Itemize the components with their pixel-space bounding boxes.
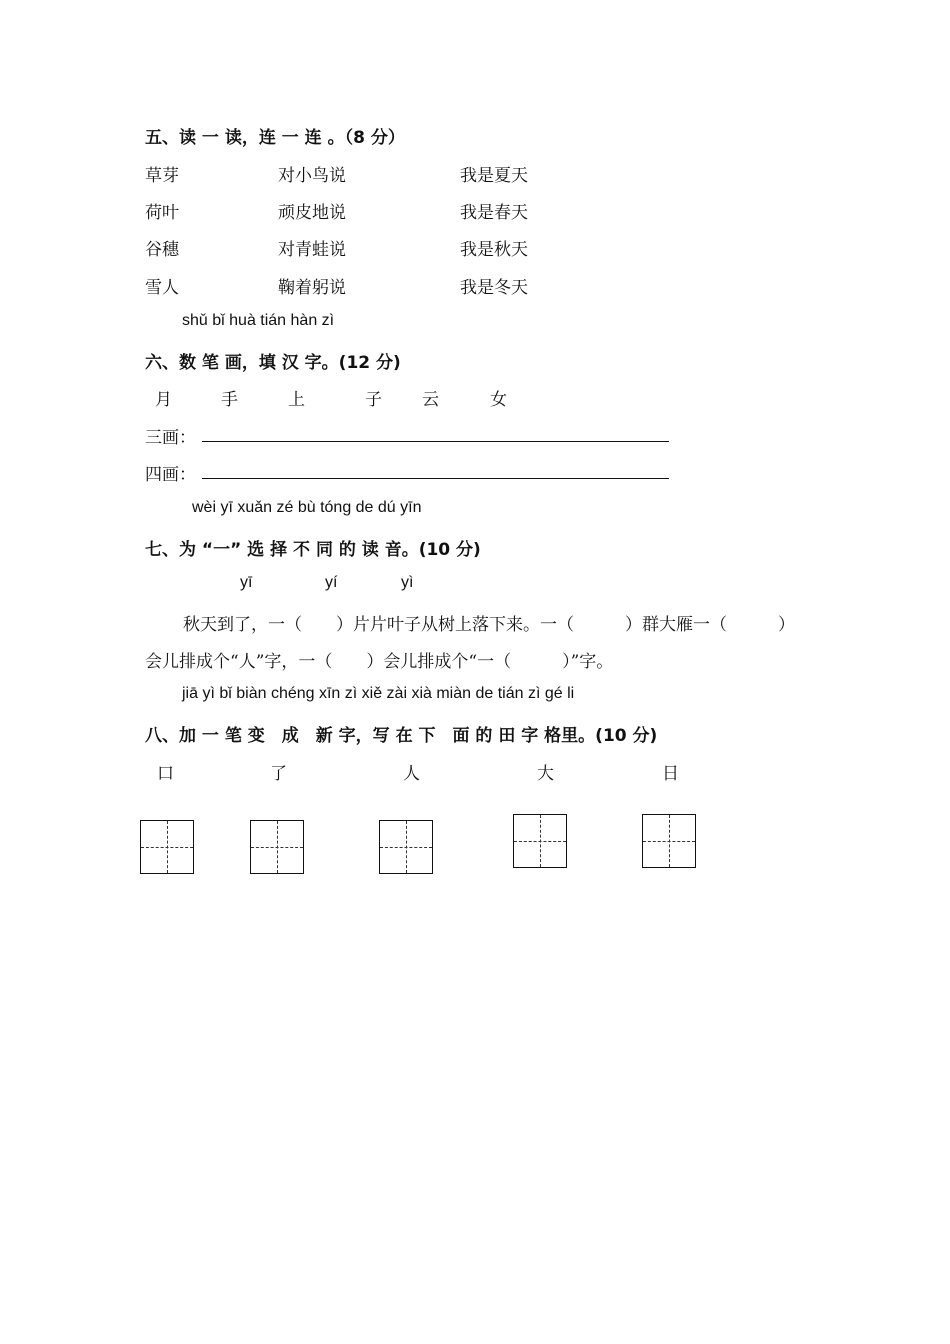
col3-item: 我是秋天 (460, 240, 528, 260)
col3-item: 我是春天 (460, 203, 528, 223)
four-stroke-label: 四画： (145, 465, 196, 485)
passage-line-2: 会儿排成个“人”字，一（ ）会儿排成个“一（ ）”字。 (145, 652, 614, 672)
stroke-char: 月 (155, 390, 172, 410)
col1-item: 草芽 (145, 166, 179, 186)
section7-pinyin: wèi yī xuǎn zé bù tóng de dú yīn (192, 499, 422, 516)
tianzige-box[interactable] (513, 814, 567, 868)
col2-item: 顽皮地说 (278, 203, 346, 223)
col3-item: 我是冬天 (460, 278, 528, 298)
stroke-char: 云 (422, 390, 439, 410)
col2-item: 对青蛙说 (278, 240, 346, 260)
stroke-char: 手 (221, 390, 238, 410)
tianzige-box[interactable] (642, 814, 696, 868)
tianzige-box[interactable] (379, 820, 433, 874)
base-char: 了 (270, 764, 287, 784)
passage-line-1: 秋天到了，一（ ）片片叶子从树上落下来。一（ ）群大雁一（ ） (183, 615, 795, 635)
tianzige-box[interactable] (250, 820, 304, 874)
base-char: 日 (662, 764, 679, 784)
base-char: 口 (157, 764, 174, 784)
four-stroke-answer-line[interactable] (202, 478, 669, 479)
section8-pinyin: jiā yì bǐ biàn chéng xīn zì xiě zài xià miàn de tián zì gé li (182, 685, 575, 702)
col2-item: 鞠着躬说 (278, 278, 346, 298)
section7-title: 七、为 “一” 选 择 不 同 的 读 音。(10 分) (145, 540, 481, 560)
stroke-char: 女 (490, 390, 507, 410)
section5-title: 五、读 一 读，连 一 连 。（8 分） (145, 128, 405, 148)
col2-item: 对小鸟说 (278, 166, 346, 186)
col1-item: 谷穗 (145, 240, 179, 260)
stroke-char: 上 (288, 390, 305, 410)
three-stroke-answer-line[interactable] (202, 441, 669, 442)
col1-item: 荷叶 (145, 203, 179, 223)
reading-option: yì (401, 574, 414, 591)
reading-option: yī (240, 574, 253, 591)
col1-item: 雪人 (145, 278, 179, 298)
section8-title: 八、加 一 笔 变 成 新 字，写 在 下 面 的 田 字 格里。(10 分) (145, 726, 658, 746)
col3-item: 我是夏天 (460, 166, 528, 186)
tianzige-box[interactable] (140, 820, 194, 874)
base-char: 大 (537, 764, 554, 784)
section6-pinyin: shǔ bǐ huà tián hàn zì (182, 312, 335, 329)
reading-option: yí (325, 574, 338, 591)
base-char: 人 (403, 764, 420, 784)
stroke-char: 子 (365, 390, 382, 410)
three-stroke-label: 三画： (145, 428, 196, 448)
section6-title: 六、数 笔 画，填 汉 字。(12 分) (145, 353, 401, 373)
